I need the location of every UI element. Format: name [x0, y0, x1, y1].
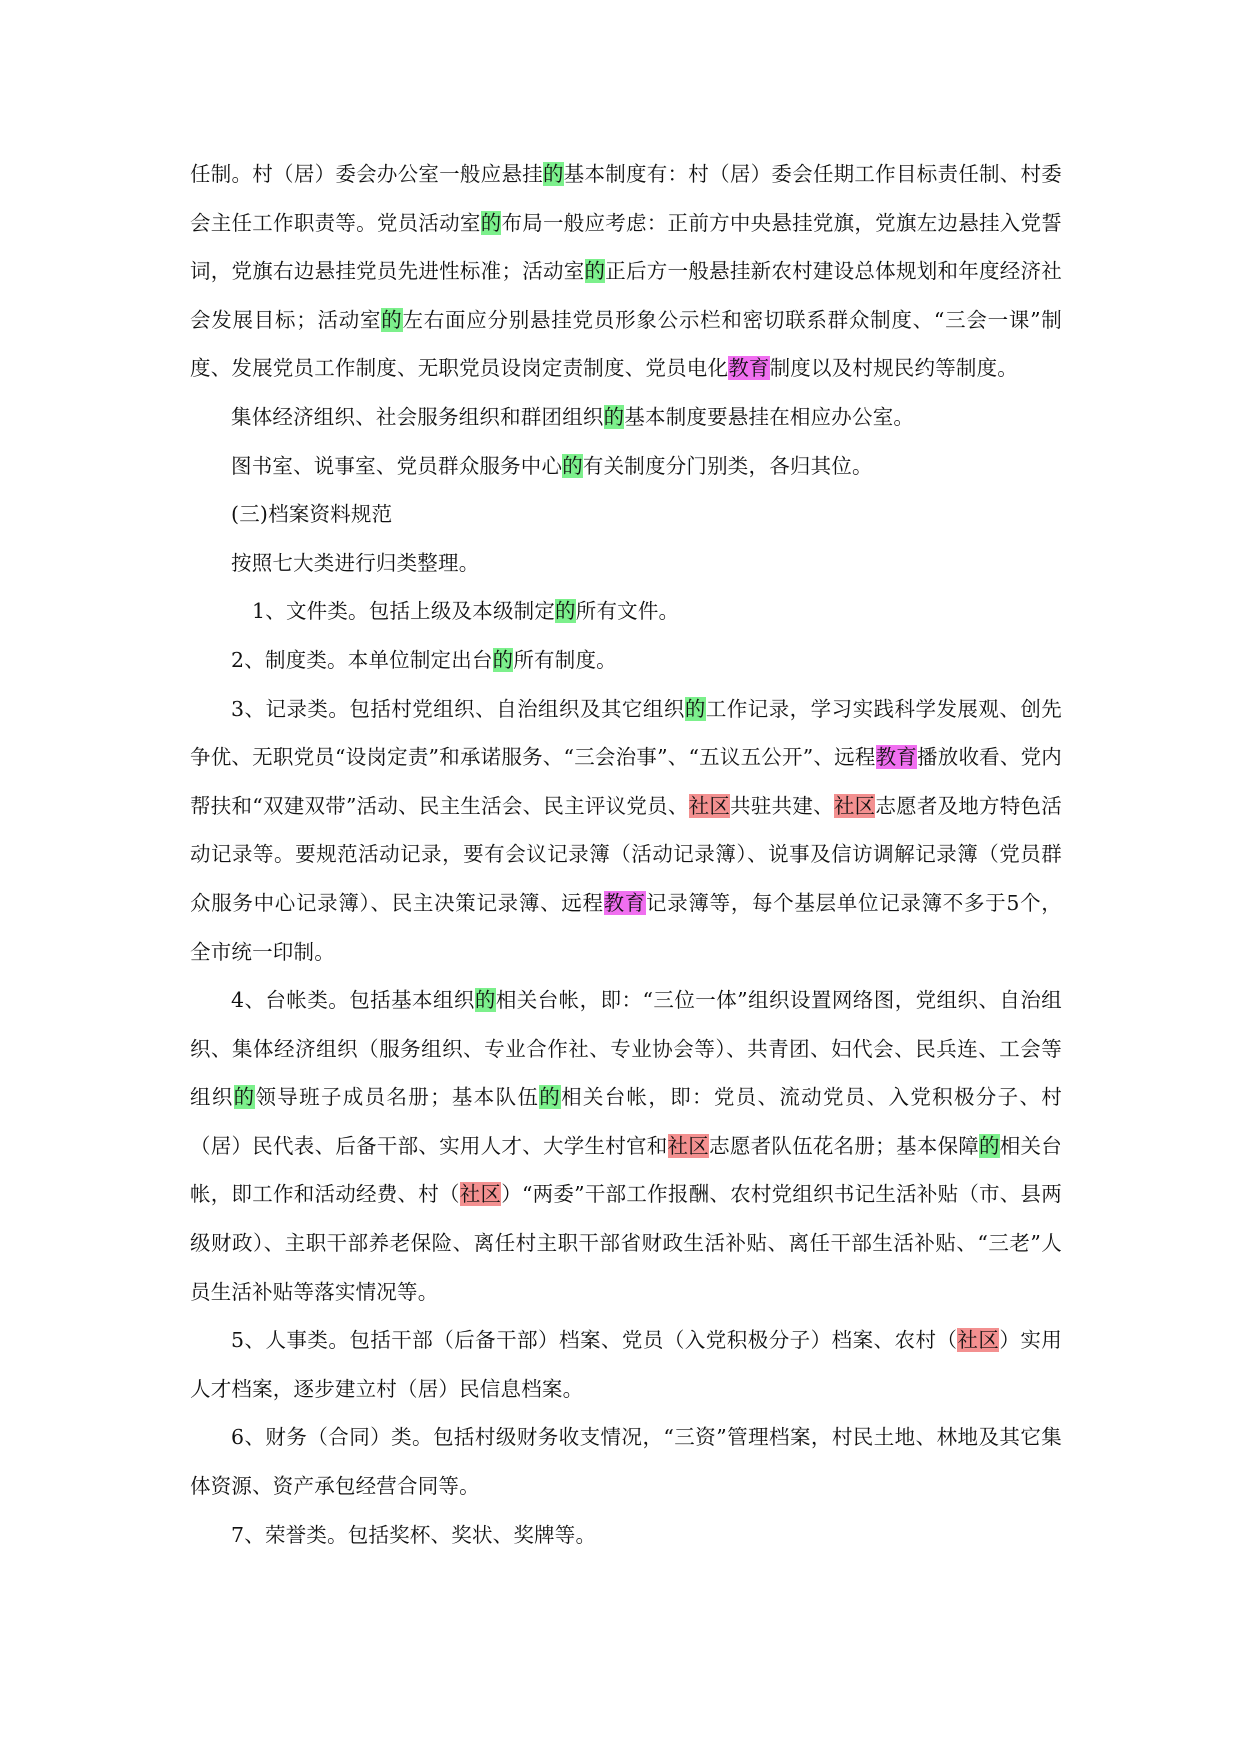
- paragraph: [190, 636, 1062, 685]
- text-run: 相关台帐，即：党员、流动党员、入党积极分子、村（居）民代表、后备干部、实用人才、大学生村官和: [190, 1085, 1062, 1158]
- text-run: 4、台帐类。包括基本组织: [231, 988, 475, 1013]
- text-run: 1、文件类。包括上级及本级制定: [252, 599, 556, 624]
- text-run: 集体经济组织、社会服务组织和群团组织: [231, 404, 604, 429]
- highlighted-term: 教育: [728, 356, 770, 381]
- text-run: 工作记录，学习实践科学发展观、创先争优、无职党员“设岗定责”和承诺服务、“三会治事”、“五议五公开”、远程: [190, 696, 1062, 770]
- highlighted-term: 社区: [957, 1328, 1000, 1353]
- highlighted-term: 的: [542, 162, 564, 186]
- text-run: 图书室、说事室、党员群众服务中心: [231, 453, 563, 478]
- paragraph: [190, 539, 1062, 588]
- text-run: 正后方一般悬挂新农村建设总体规划和年度经济社会发展目标；活动室: [190, 259, 1062, 332]
- document-page: [190, 150, 1062, 1559]
- text-run: 志愿者及地方特色活动记录等。要规范活动记录，要有会议记录簿（活动记录簿）、说事及信访调解记录簿（党员群众服务中心记录簿）、民主决策记录簿、远程: [190, 793, 1062, 915]
- text-run: 播放收看、党内帮扶和“双建双带”活动、民主生活会、民主评议党员、: [190, 745, 1062, 818]
- text-run: 志愿者队伍花名册；基本保障: [709, 1133, 979, 1158]
- text-run: (三)档案资料规范: [231, 502, 393, 527]
- highlighted-term: 教育: [603, 890, 647, 915]
- text-run: 记录簿等，每个基层单位记录簿不多于5个，全市统一印制。: [190, 890, 1062, 964]
- highlighted-term: 的: [539, 1085, 562, 1110]
- highlighted-term: 的: [562, 453, 583, 478]
- paragraph: [190, 976, 1062, 1316]
- paragraph: [190, 1511, 1062, 1560]
- text-run: 按照七大类进行归类整理。: [231, 550, 480, 575]
- text-run: 相关台帐，即：“三位一体”组织设置网络图，党组织、自治组织、集体经济组织（服务组织、专业合作社、专业协会等）、共青团、妇代会、民兵连、工会等组织: [190, 988, 1063, 1110]
- text-run: ）实用人才档案，逐步建立村（居）民信息档案。: [190, 1328, 1062, 1401]
- highlighted-term: 的: [233, 1085, 256, 1110]
- text-run: 6、财务（合同）类。包括村级财务收支情况，“三资”管理档案，村民土地、林地及其它集体资源、资产承包经营合同等。: [190, 1425, 1062, 1499]
- paragraph: [190, 685, 1062, 977]
- highlighted-term: 的: [480, 210, 502, 235]
- paragraph: [190, 587, 1062, 636]
- highlighted-term: 的: [584, 259, 606, 284]
- paragraph: [190, 150, 1062, 393]
- highlighted-term: 社区: [667, 1133, 710, 1158]
- highlighted-term: 的: [492, 647, 514, 672]
- highlighted-term: 社区: [833, 793, 876, 818]
- highlighted-term: 的: [603, 404, 625, 429]
- text-run: 5、人事类。包括干部（后备干部）档案、党员（入党积极分子）档案、农村（: [231, 1328, 958, 1353]
- highlighted-term: 社区: [688, 793, 731, 818]
- text-run: 制度以及村规民约等制度。: [769, 356, 1019, 381]
- text-run: 领导班子成员名册；基本队伍: [255, 1085, 540, 1110]
- text-run: 所有制度。: [513, 647, 617, 672]
- text-run: 所有文件。: [575, 599, 680, 624]
- highlighted-term: 的: [684, 696, 706, 721]
- highlighted-term: 社区: [459, 1182, 502, 1207]
- text-run: 基本制度要悬挂在相应办公室。: [624, 404, 915, 429]
- paragraph: [190, 1413, 1062, 1510]
- highlighted-term: 的: [474, 988, 496, 1013]
- text-run: 相关台帐，即工作和活动经费、村（: [190, 1133, 1062, 1207]
- highlighted-term: 的: [381, 307, 403, 332]
- paragraph: [190, 1316, 1062, 1413]
- text-run: 7、荣誉类。包括奖杯、奖状、奖牌等。: [231, 1522, 597, 1547]
- text-run: 任制。村（居）委会办公室一般应悬挂: [190, 162, 543, 186]
- highlighted-term: 的: [979, 1133, 1000, 1158]
- text-run: 3、记录类。包括村党组织、自治组织及其它组织: [231, 696, 685, 721]
- paragraph: [190, 490, 1062, 539]
- text-run: 布局一般应考虑：正前方中央悬挂党旗，党旗左边悬挂入党誓词，党旗右边悬挂党员先进性标准；活动室: [190, 210, 1062, 284]
- text-run: 左右面应分别悬挂党员形象公示栏和密切联系群众制度、“三会一课”制度、发展党员工作制度、无职党员设岗定责制度、党员电化: [190, 307, 1063, 381]
- text-run: ）“两委”干部工作报酬、农村党组织书记生活补贴（市、县两级财政）、主职干部养老保险、离任村主职干部省财政生活补贴、离任干部生活补贴、“三老”人员生活补贴等落实情况等。: [190, 1182, 1062, 1304]
- text-run: 共驻共建、: [730, 793, 834, 818]
- highlighted-term: 教育: [875, 745, 918, 770]
- paragraph: [190, 442, 1062, 491]
- text-run: 有关制度分门别类，各归其位。: [582, 453, 873, 478]
- text-run: 基本制度有：村（居）委会任期工作目标责任制、村委会主任工作职责等。党员活动室: [190, 162, 1062, 235]
- text-run: 2、制度类。本单位制定出台: [231, 647, 493, 672]
- paragraph: [190, 393, 1062, 442]
- highlighted-term: 的: [555, 599, 576, 624]
